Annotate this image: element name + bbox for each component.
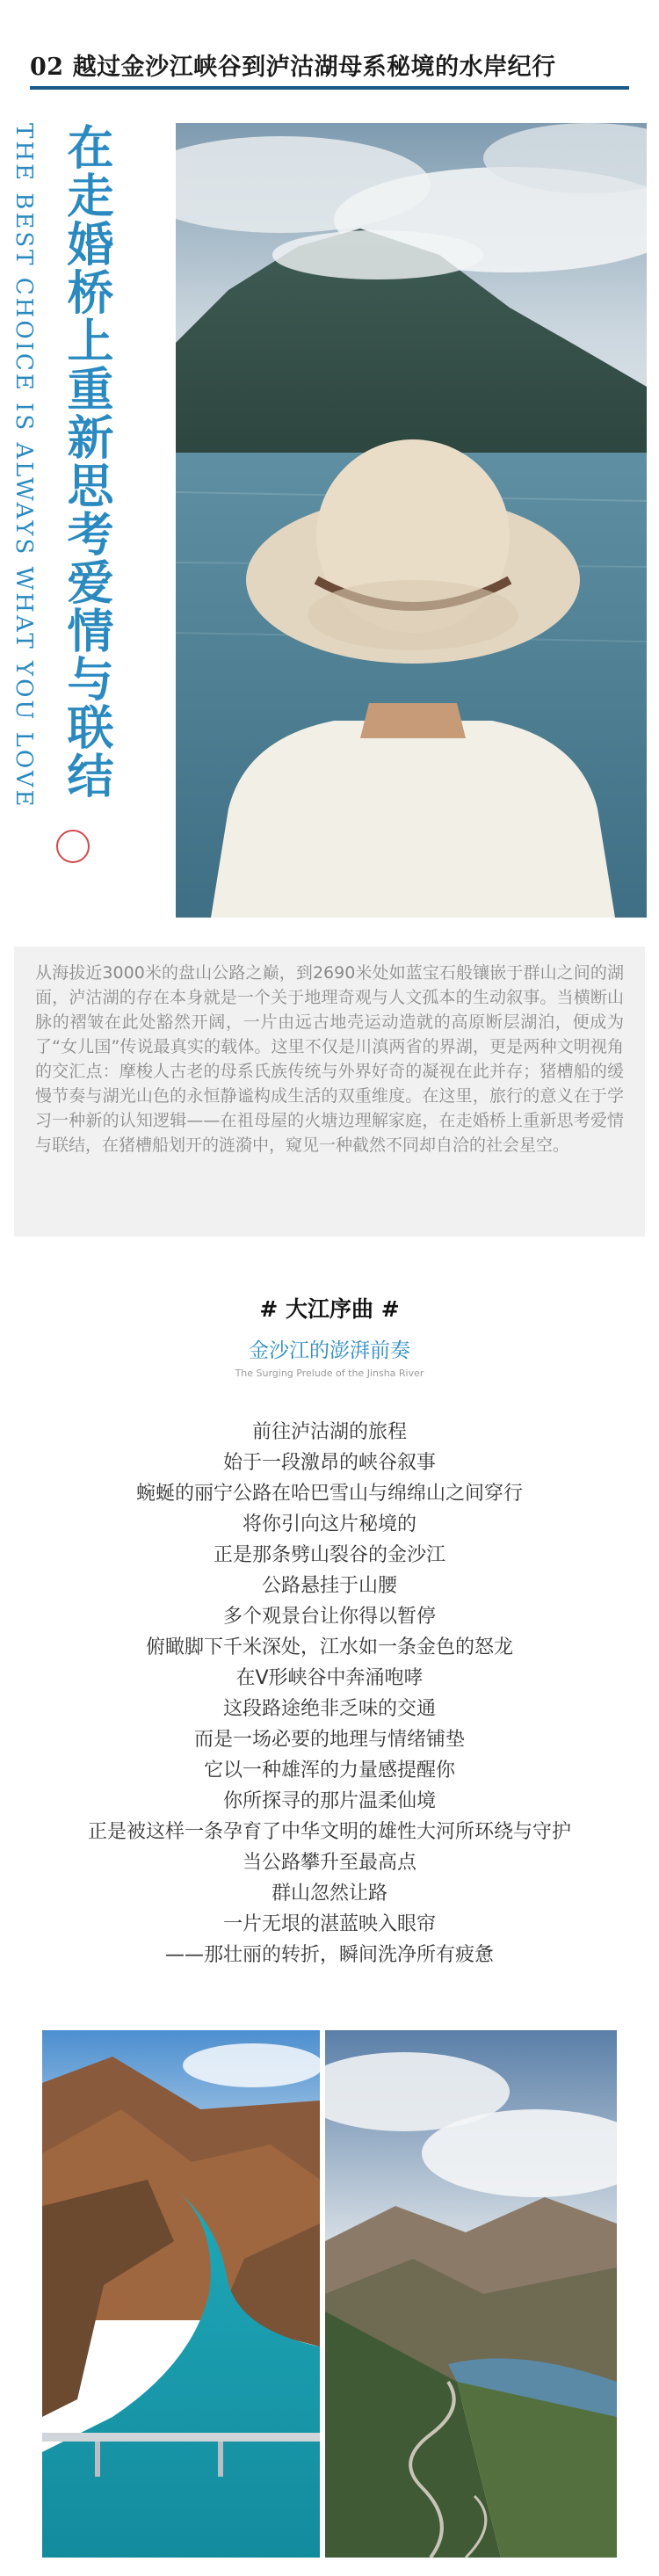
poem-line: 正是那条劈山裂谷的金沙江	[213, 1544, 445, 1566]
poem-line: ——那壮丽的转折，瞬间洗净所有疲惫	[164, 1944, 494, 1966]
vertical-chinese-title	[58, 123, 119, 879]
poem-line: 一片无垠的湛蓝映入眼帘	[222, 1913, 436, 1935]
section-title: 越过金沙江峡谷到泸沽湖母系秘境的水岸纪行	[72, 54, 556, 81]
poem-line: 它以一种雄浑的力量感提醒你	[203, 1760, 455, 1781]
hero-section	[0, 123, 659, 914]
poem-line: 而是一场必要的地理与情绪铺垫	[193, 1729, 465, 1751]
photo-valley-graphic	[325, 2030, 617, 2558]
section-subtitle-english: The Surging Prelude of the Jinsha River	[235, 1368, 424, 1379]
title-underline	[30, 86, 629, 90]
poem-line: 这段路途绝非乏味的交通	[222, 1698, 436, 1720]
poem-line: 群山忽然让路	[271, 1883, 387, 1905]
poem-line: 蜿蜒的丽宁公路在哈巴雪山与绵绵山之间穿行	[135, 1483, 523, 1505]
page-title	[30, 47, 556, 82]
poem-line: 将你引向这片秘境的	[242, 1513, 416, 1535]
hero-photo-lake-man-hat	[176, 123, 647, 918]
vertical-chinese-text: 在走婚桥上重新思考爱情与联结	[60, 123, 113, 800]
poem-line: 你所探寻的那片温柔仙境	[222, 1790, 436, 1812]
poem-block	[0, 1417, 659, 1970]
photo-jinsha-river-canyon	[42, 2030, 320, 2558]
poem-line: 始于一段激昂的峡谷叙事	[222, 1452, 436, 1474]
poem-line: 正是被这样一条孕育了中华文明的雄性大河所环绕与守护	[87, 1821, 571, 1843]
section-subtitle: 金沙江的澎湃前奏	[249, 1339, 410, 1362]
decorative-circle	[56, 830, 90, 863]
section-heading: # 大江序曲 #	[259, 1296, 400, 1322]
intro-paragraph: 从海拔近3000米的盘山公路之巅，到2690米处如蓝宝石般镶嵌于群山之间的湖面，泸沽湖的存在本身就是一个关于地理奇观与人文孤本的生动叙事。当横断山脉的褶皱在此处豁然开阔，一片由远古地壳运动造就的高原断层湖泊，便成为了“女儿国”传说最真实的载体。这里不仅是川滇两省的界湖，更是两种文明视角的交汇点：摩梭人古老的母系氏族传统与外界好奇的凝视在此并存；猪槽船的缓慢节奏与湖光山色的永恒静谧构成生活的双重维度。在这里，旅行的意义在于学习一种新的认知逻辑——在祖母屋的火塘边理解家庭，在走婚桥上重新思考爱情与联结，在猪槽船划开的涟漪中，窥见一种截然不同却自洽的社会星空。	[35, 963, 624, 1155]
photo-mountain-road-valley	[325, 2030, 617, 2558]
vertical-english-slogan	[11, 123, 46, 879]
intro-panel	[14, 947, 645, 1237]
header	[0, 0, 659, 97]
poem-line: 公路悬挂于山腰	[261, 1575, 397, 1597]
poem-line: 多个观景台让你得以暂停	[222, 1606, 436, 1628]
poem-line: 前往泸沽湖的旅程	[251, 1421, 407, 1443]
photo-river-graphic	[42, 2030, 320, 2558]
poem-line: 当公路攀升至最高点	[242, 1852, 416, 1874]
section-number: 02	[30, 54, 64, 81]
hero-photo-graphic	[176, 123, 647, 918]
poem-line: 在V形峡谷中奔涌咆哮	[235, 1667, 424, 1689]
poem-line: 俯瞰脚下千米深处，江水如一条金色的怒龙	[145, 1636, 513, 1658]
vertical-english-text: THE BEST CHOICE IS ALWAYS WHAT YOU LOVE	[11, 123, 37, 809]
